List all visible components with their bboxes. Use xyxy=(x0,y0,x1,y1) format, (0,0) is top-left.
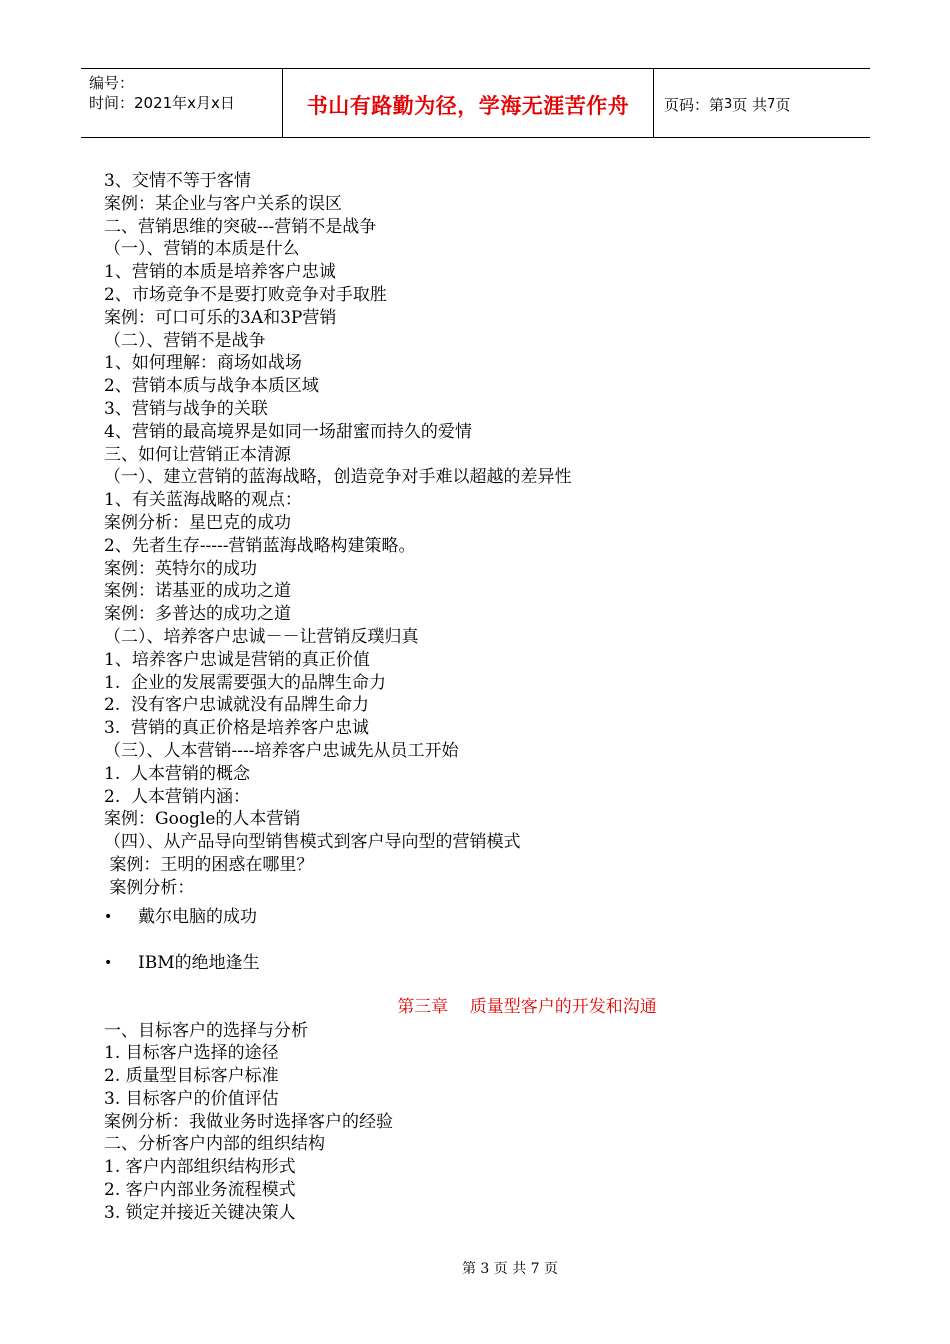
text-line: 案例：英特尔的成功 xyxy=(104,558,257,579)
page-suffix: 页 xyxy=(775,96,791,114)
page-prefix: 页码：第 xyxy=(664,96,725,114)
text-line: 案例：王明的困惑在哪里？ xyxy=(104,854,314,875)
footer-current: 3 xyxy=(480,1261,490,1277)
footer-prefix: 第 xyxy=(461,1261,481,1277)
header-motto: 书山有路勤为径，学海无涯苦作舟 xyxy=(283,69,654,137)
chapter-title: 第三章 质量型客户的开发和沟通 xyxy=(397,996,657,1017)
text-line: （一）、建立营销的蓝海战略，创造竞争对手难以超越的差异性 xyxy=(104,467,572,488)
page-footer xyxy=(0,1258,950,1278)
footer-suffix: 页 xyxy=(539,1261,559,1277)
bullet-item xyxy=(104,952,864,998)
text-line: 案例：可口可乐的3A和3P营销 xyxy=(104,307,337,328)
text-line: （二）、营销不是战争 xyxy=(104,330,266,351)
bullet-text: IBM的绝地逢生 xyxy=(138,952,260,973)
bullet-icon: • xyxy=(104,908,113,925)
bullet-item xyxy=(104,906,864,952)
text-line: 2. 没有客户忠诚就没有品牌生命力 xyxy=(104,695,370,716)
bullet-list xyxy=(104,906,864,998)
text-line: 2. 质量型目标客户标准 xyxy=(104,1066,279,1087)
text-line: 2、先者生存-----营销蓝海战略构建策略。 xyxy=(104,535,416,556)
text-line: 1. 目标客户选择的途径 xyxy=(104,1043,279,1064)
number-label: 编号： xyxy=(89,74,135,92)
text-line: 3. 营销的真正价格是培养客户忠诚 xyxy=(104,718,370,739)
text-line: 案例：Google的人本营销 xyxy=(104,809,301,830)
text-line: 三、如何让营销正本清源 xyxy=(104,444,291,465)
text-line: 3、交情不等于客情 xyxy=(104,171,251,191)
text-line: （四）、从产品导向型销售模式到客户导向型的营销模式 xyxy=(104,832,521,853)
date-label: 时间：2021年x月x日 xyxy=(89,94,235,112)
text-line: 1、有关蓝海战略的观点： xyxy=(104,490,302,511)
text-line: 3. 目标客户的价值评估 xyxy=(104,1088,279,1109)
text-line: 案例：某企业与客户关系的误区 xyxy=(104,193,342,214)
text-line: （二）、培养客户忠诚－－让营销反璞归真 xyxy=(104,626,419,647)
page-mid: 页 共 xyxy=(732,96,768,114)
footer-total: 7 xyxy=(530,1261,540,1277)
text-line: 1. 企业的发展需要强大的品牌生命力 xyxy=(104,672,387,693)
text-line: 案例：多普达的成功之道 xyxy=(104,604,291,625)
text-line: 1、如何理解：商场如战场 xyxy=(104,353,302,374)
outline-section-1 xyxy=(104,170,864,900)
page-total: 7 xyxy=(767,97,776,112)
text-line: 2. 人本营销内涵： xyxy=(104,786,251,807)
bullet-icon: • xyxy=(104,954,113,971)
document-body xyxy=(104,170,864,1225)
text-line: （三）、人本营销----培养客户忠诚先从员工开始 xyxy=(104,740,459,761)
page-header xyxy=(81,68,870,138)
bullet-text: 戴尔电脑的成功 xyxy=(138,906,257,927)
text-line: 二、分析客户内部的组织结构 xyxy=(104,1134,325,1155)
text-line: 一、目标客户的选择与分析 xyxy=(104,1020,308,1041)
text-line: 案例：诺基亚的成功之道 xyxy=(104,581,291,602)
text-line: 案例分析：星巴克的成功 xyxy=(104,512,291,533)
text-line: 1、培养客户忠诚是营销的真正价值 xyxy=(104,649,370,670)
page-current: 3 xyxy=(724,97,733,112)
header-info-cell xyxy=(81,69,283,137)
text-line: 2、营销本质与战争本质区域 xyxy=(104,376,319,397)
text-line: 2. 客户内部业务流程模式 xyxy=(104,1180,296,1201)
text-line: 1、营销的本质是培养客户忠诚 xyxy=(104,262,336,283)
header-page-info xyxy=(654,69,870,137)
text-line: 二、营销思维的突破---营销不是战争 xyxy=(104,216,377,237)
text-line: 1. 客户内部组织结构形式 xyxy=(104,1157,296,1178)
text-line: 3. 锁定并接近关键决策人 xyxy=(104,1202,296,1223)
text-line: （一）、营销的本质是什么 xyxy=(104,239,300,260)
outline-section-2 xyxy=(104,1020,864,1225)
text-line: 4、营销的最高境界是如同一场甜蜜而持久的爱情 xyxy=(104,421,472,442)
text-line: 1. 人本营销的概念 xyxy=(104,763,251,784)
text-line: 案例分析： xyxy=(104,877,195,898)
text-line: 3、营销与战争的关联 xyxy=(104,398,268,419)
text-line: 2、市场竞争不是要打败竞争对手取胜 xyxy=(104,284,387,305)
footer-mid: 页 共 xyxy=(489,1261,531,1277)
text-line: 案例分析：我做业务时选择客户的经验 xyxy=(104,1111,393,1132)
